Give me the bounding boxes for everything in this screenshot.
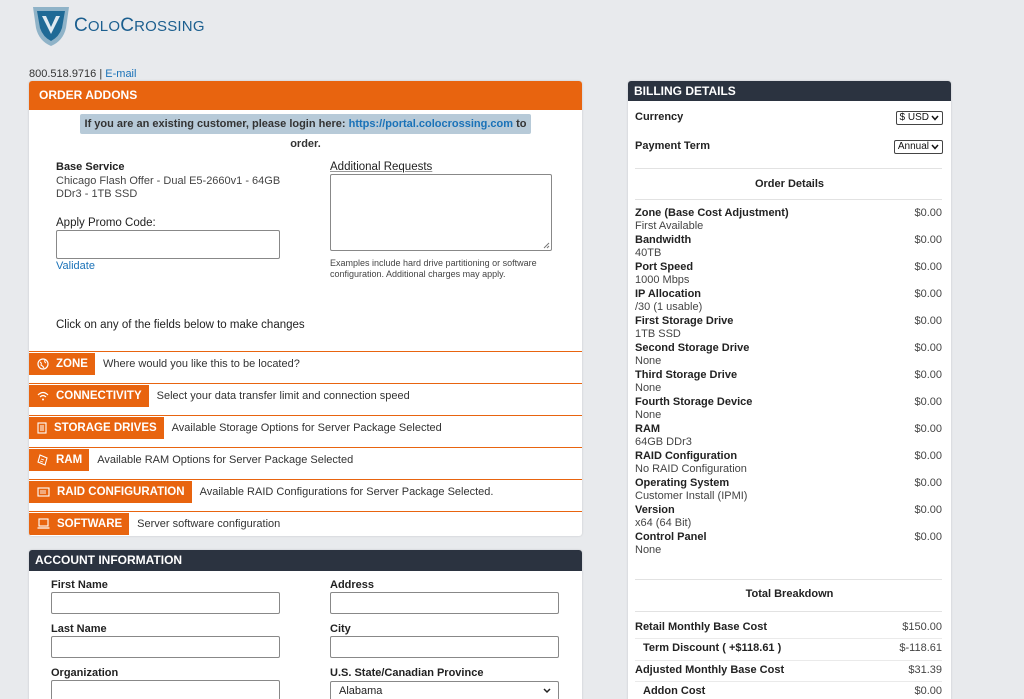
order-item-price: $0.00 <box>914 261 942 273</box>
account-information-title: ACCOUNT INFORMATION <box>29 550 582 571</box>
laptop-icon <box>37 518 50 529</box>
address-input[interactable] <box>330 592 559 614</box>
order-item-second-storage <box>635 342 942 369</box>
divider <box>635 199 942 200</box>
category-software-name: SOFTWARE <box>57 517 123 530</box>
category-zone[interactable] <box>29 351 582 375</box>
total-row-value: $150.00 <box>902 621 942 633</box>
category-storage-drives[interactable] <box>29 415 582 439</box>
validate-link[interactable]: Validate <box>56 260 95 272</box>
order-item-value: Customer Install (IPMI) <box>635 490 748 502</box>
order-item-value: None <box>635 382 662 394</box>
category-ram-tag[interactable] <box>29 449 89 471</box>
order-item-name: Port Speed <box>635 261 694 273</box>
total-row-label: Term Discount ( +$118.61 ) <box>643 642 782 654</box>
chevron-down-icon <box>931 114 939 122</box>
order-item-value: 1TB SSD <box>635 328 681 340</box>
promo-code-input[interactable] <box>56 230 280 259</box>
order-item-zone <box>635 207 942 234</box>
category-ram-desc: Available RAM Options for Server Package Selected <box>97 453 354 466</box>
portal-login-link[interactable]: https://portal.colocrossing.com <box>348 118 514 130</box>
order-item-price: $0.00 <box>914 342 942 354</box>
order-item-name: Zone (Base Cost Adjustment) <box>635 207 789 219</box>
order-item-bandwidth <box>635 234 942 261</box>
category-connectivity-tag[interactable] <box>29 385 149 407</box>
category-zone-name: ZONE <box>56 357 88 370</box>
order-item-value: 64GB DDr3 <box>635 436 692 448</box>
category-raid-name: RAID CONFIGURATION <box>57 485 185 498</box>
category-connectivity-name: CONNECTIVITY <box>56 389 142 402</box>
memory-icon <box>37 454 49 466</box>
order-item-name: RAM <box>635 423 661 435</box>
order-item-value: None <box>635 409 662 421</box>
category-ram-name: RAM <box>56 453 83 466</box>
category-zone-desc: Where would you like this to be located? <box>102 357 300 370</box>
order-item-price: $0.00 <box>914 288 942 300</box>
additional-requests-textarea[interactable] <box>330 174 552 251</box>
divider <box>635 579 942 580</box>
additional-requests-hint: Examples include hard drive partitioning or software configuration. Additional charges may apply. <box>330 258 537 279</box>
order-item-name: Second Storage Drive <box>635 342 750 354</box>
order-item-fourth-storage <box>635 396 942 423</box>
billing-details-title: BILLING DETAILS <box>628 81 951 101</box>
total-row-retail <box>635 621 942 637</box>
order-item-raid <box>635 450 942 477</box>
state-select[interactable] <box>330 681 559 699</box>
contact-separator: | <box>96 68 106 80</box>
order-item-ip-allocation <box>635 288 942 315</box>
raid-icon <box>37 487 50 497</box>
login-banner-suffix: to order. <box>290 118 527 150</box>
state-select-value: Alabama <box>339 685 383 697</box>
phone-number: 800.518.9716 <box>29 68 97 80</box>
order-item-value: /30 (1 usable) <box>635 301 703 313</box>
total-row-label: Addon Cost <box>643 685 706 697</box>
divider <box>635 611 942 612</box>
order-item-price: $0.00 <box>914 423 942 435</box>
order-item-price: $0.00 <box>914 450 942 462</box>
order-item-name: First Storage Drive <box>635 315 734 327</box>
payment-term-select[interactable] <box>894 140 943 154</box>
order-item-name: Version <box>635 504 675 516</box>
state-label: U.S. State/Canadian Province <box>330 667 484 679</box>
currency-select-value: $ USD <box>899 112 929 123</box>
order-details-title: Order Details <box>754 178 825 190</box>
additional-requests-label: Additional Requests <box>330 161 433 173</box>
total-row-value: $31.39 <box>908 664 942 676</box>
order-item-price: $0.00 <box>914 207 942 219</box>
storage-icon <box>37 422 47 434</box>
order-item-price: $0.00 <box>914 477 942 489</box>
account-information-panel <box>29 550 582 699</box>
category-raid[interactable] <box>29 479 582 503</box>
order-addons-panel <box>29 81 582 536</box>
city-label: City <box>330 623 351 635</box>
category-zone-tag[interactable] <box>29 353 95 375</box>
category-storage-desc: Available Storage Options for Server Package Selected <box>171 421 442 434</box>
order-item-name: Bandwidth <box>635 234 692 246</box>
city-input[interactable] <box>330 636 559 658</box>
colocrossing-shield-icon <box>30 4 72 48</box>
category-storage-name: STORAGE DRIVES <box>54 421 157 434</box>
chevron-down-icon <box>931 143 939 151</box>
promo-code-label: Apply Promo Code: <box>56 217 156 229</box>
category-software[interactable] <box>29 511 582 535</box>
order-item-third-storage <box>635 369 942 396</box>
order-item-name: IP Allocation <box>635 288 702 300</box>
order-item-name: Fourth Storage Device <box>635 396 753 408</box>
order-item-port-speed <box>635 261 942 288</box>
divider <box>635 638 942 639</box>
divider <box>635 660 942 661</box>
click-hint-text: Click on any of the fields below to make changes <box>56 319 305 331</box>
organization-label: Organization <box>51 667 119 679</box>
order-item-control-panel <box>635 531 942 558</box>
order-item-price: $0.00 <box>914 234 942 246</box>
divider <box>635 168 942 169</box>
order-addons-title: ORDER ADDONS <box>29 81 582 110</box>
billing-details-panel <box>628 81 951 699</box>
last-name-label: Last Name <box>51 623 107 635</box>
order-item-version <box>635 504 942 531</box>
category-software-tag[interactable] <box>29 513 129 535</box>
order-item-price: $0.00 <box>914 315 942 327</box>
order-item-ram <box>635 423 942 450</box>
order-item-value: No RAID Configuration <box>635 463 747 475</box>
divider <box>635 681 942 682</box>
category-connectivity-desc: Select your data transfer limit and connection speed <box>156 389 410 402</box>
first-name-input[interactable] <box>51 592 280 614</box>
category-raid-tag[interactable] <box>29 481 192 503</box>
order-item-value: None <box>635 355 662 367</box>
order-item-name: RAID Configuration <box>635 450 738 462</box>
total-row-term-discount <box>635 642 942 658</box>
address-label: Address <box>330 579 375 591</box>
category-software-desc: Server software configuration <box>137 517 281 530</box>
category-raid-desc: Available RAID Configurations for Server Package Selected. <box>199 485 494 498</box>
email-link[interactable]: E-mail <box>105 68 137 80</box>
login-banner-text: If you are an existing customer, please login here: <box>84 118 349 130</box>
category-storage-tag[interactable] <box>29 417 164 439</box>
chevron-down-icon <box>542 684 552 698</box>
base-service-value: Chicago Flash Offer - Dual E5-2660v1 - 64GB DDr3 - 1TB SSD <box>56 175 281 200</box>
total-row-addon <box>635 685 942 699</box>
order-item-price: $0.00 <box>914 504 942 516</box>
total-breakdown-title: Total Breakdown <box>745 588 834 600</box>
total-row-label: Adjusted Monthly Base Cost <box>635 664 785 676</box>
total-row-label: Retail Monthly Base Cost <box>635 621 768 633</box>
total-row-value: $0.00 <box>914 685 942 697</box>
payment-term-select-value: Annual <box>897 141 929 152</box>
order-item-name: Control Panel <box>635 531 707 543</box>
login-banner <box>80 114 531 150</box>
currency-select[interactable] <box>896 111 943 125</box>
first-name-label: First Name <box>51 579 108 591</box>
category-ram[interactable] <box>29 447 582 471</box>
last-name-input[interactable] <box>51 636 280 658</box>
base-service-label: Base Service <box>56 161 125 173</box>
order-item-name: Operating System <box>635 477 730 489</box>
total-row-value: $-118.61 <box>899 642 942 654</box>
contact-line <box>29 68 136 80</box>
order-item-price: $0.00 <box>914 396 942 408</box>
order-item-value: 40TB <box>635 247 662 259</box>
order-item-name: Third Storage Drive <box>635 369 738 381</box>
organization-input[interactable] <box>51 680 280 699</box>
globe-icon <box>37 358 49 370</box>
order-item-price: $0.00 <box>914 369 942 381</box>
category-connectivity[interactable] <box>29 383 582 407</box>
order-item-value: First Available <box>635 220 704 232</box>
order-item-price: $0.00 <box>914 531 942 543</box>
resize-handle-icon[interactable] <box>543 242 550 249</box>
order-item-value: x64 (64 Bit) <box>635 517 692 529</box>
total-row-adjusted <box>635 664 942 680</box>
logo-text: COLOCROSSING <box>74 15 205 36</box>
order-item-value: 1000 Mbps <box>635 274 690 286</box>
currency-label: Currency <box>635 111 684 123</box>
wifi-icon <box>37 391 49 401</box>
order-item-first-storage <box>635 315 942 342</box>
order-item-value: None <box>635 544 662 556</box>
payment-term-label: Payment Term <box>635 140 710 152</box>
order-item-operating-system <box>635 477 942 504</box>
logo[interactable] <box>30 4 205 48</box>
